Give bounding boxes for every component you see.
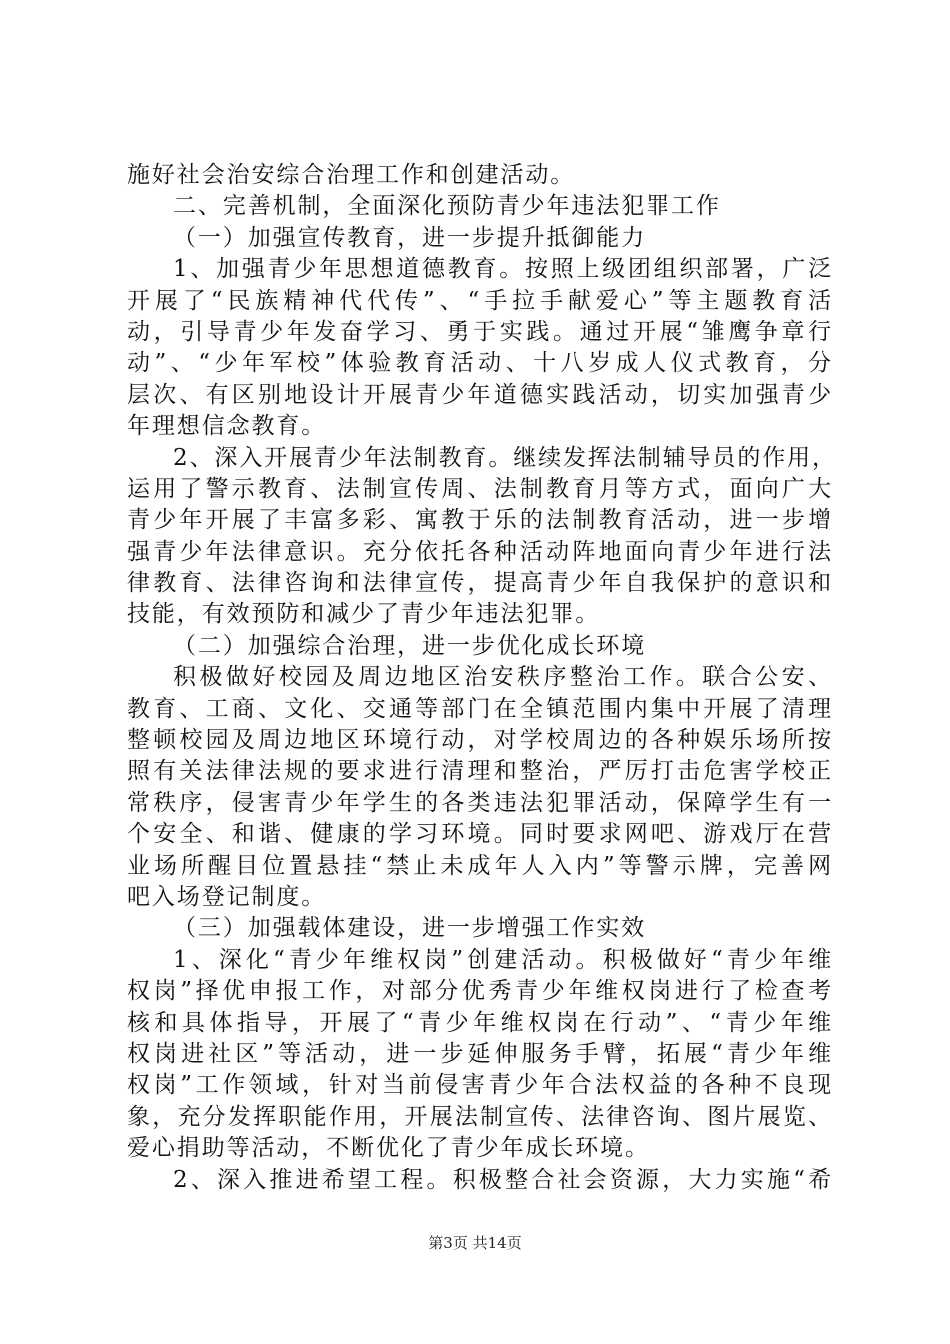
text-line: 业场所醒目位置悬挂“禁止未成年人入内”等警示牌，完善网 xyxy=(127,852,833,879)
text-line: 整顿校园及周边地区环境行动，对学校周边的各种娱乐场所按 xyxy=(127,727,833,754)
text-line: （三）加强载体建设，进一步增强工作实效 xyxy=(173,915,647,942)
text-line: 运用了警示教育、法制宣传周、法制教育月等方式，面向广大 xyxy=(127,475,833,502)
text-line: 强青少年法律意识。充分依托各种活动阵地面向青少年进行法 xyxy=(127,538,833,565)
text-line: 核和具体指导，开展了“青少年维权岗在行动”、“青少年维 xyxy=(127,1009,833,1036)
text-line: 律教育、法律咨询和法律宣传，提高青少年自我保护的意识和 xyxy=(127,570,833,597)
text-line: 教育、工商、文化、交通等部门在全镇范围内集中开展了清理 xyxy=(127,695,833,722)
text-line: 象，充分发挥职能作用，开展法制宣传、法律咨询、图片展览、 xyxy=(127,1103,833,1130)
text-line: 1、深化“青少年维权岗”创建活动。积极做好“青少年维 xyxy=(173,946,833,973)
text-line: 2、深入推进希望工程。积极整合社会资源，大力实施“希 xyxy=(173,1166,833,1193)
text-line: 层次、有区别地设计开展青少年道德实践活动，切实加强青少 xyxy=(127,381,833,408)
text-line: 二、完善机制，全面深化预防青少年违法犯罪工作 xyxy=(173,193,721,220)
text-line: 施好社会治安综合治理工作和创建活动。 xyxy=(127,162,576,188)
text-line: 年理想信念教育。 xyxy=(127,413,327,440)
text-line: （二）加强综合治理，进一步优化成长环境 xyxy=(173,632,647,659)
text-line: 2、深入开展青少年法制教育。继续发挥法制辅导员的作用， xyxy=(173,444,837,471)
text-line: 权岗”择优申报工作，对部分优秀青少年维权岗进行了检查考 xyxy=(127,978,833,1005)
text-line: 爱心捐助等活动，不断优化了青少年成长环境。 xyxy=(127,1135,650,1162)
text-line: 动，引导青少年发奋学习、勇于实践。通过开展“雏鹰争章行 xyxy=(127,318,833,345)
text-line: （一）加强宣传教育，进一步提升抵御能力 xyxy=(173,224,647,251)
text-line: 权岗进社区”等活动，进一步延伸服务手臂，拓展“青少年维 xyxy=(127,1040,833,1067)
text-line: 1、加强青少年思想道德教育。按照上级团组织部署，广泛 xyxy=(173,256,833,283)
document-body xyxy=(127,160,837,1196)
page-footer: 第3页 共14页 xyxy=(428,1234,522,1252)
text-line: 吧入场登记制度。 xyxy=(127,883,327,910)
text-line: 技能，有效预防和减少了青少年违法犯罪。 xyxy=(127,601,601,628)
text-line: 开展了“民族精神代代传”、“手拉手献爱心”等主题教育活 xyxy=(127,287,833,314)
text-line: 常秩序，侵害青少年学生的各类违法犯罪活动，保障学生有一 xyxy=(127,789,833,816)
text-line: 积极做好校园及周边地区治安秩序整治工作。联合公安、 xyxy=(173,664,833,691)
text-line: 照有关法律法规的要求进行清理和整治，严厉打击危害学校正 xyxy=(127,758,833,785)
text-line: 权岗”工作领域，针对当前侵害青少年合法权益的各种不良现 xyxy=(127,1072,833,1099)
text-line: 青少年开展了丰富多彩、寓教于乐的法制教育活动，进一步增 xyxy=(127,507,833,534)
text-line: 动”、“少年军校”体验教育活动、十八岁成人仪式教育，分 xyxy=(127,350,833,377)
text-line: 个安全、和谐、健康的学习环境。同时要求网吧、游戏厅在营 xyxy=(127,821,833,848)
